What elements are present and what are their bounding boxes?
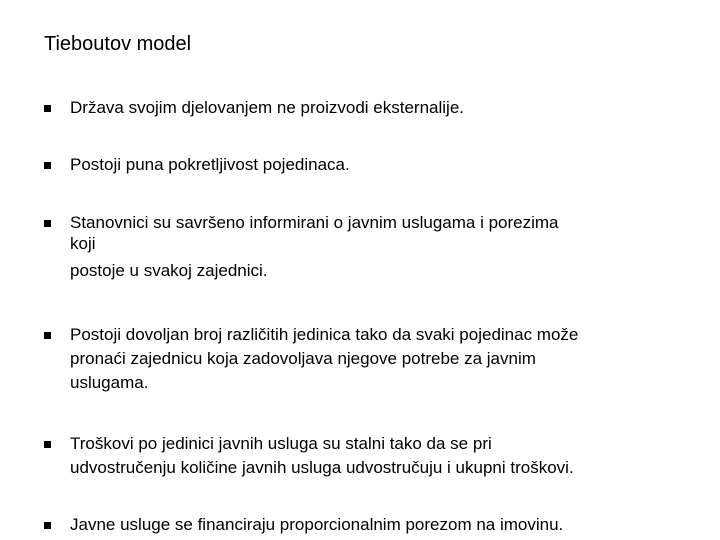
bullet-item bbox=[44, 153, 684, 177]
bullet-line: udvostručenju količine javnih usluga udvostručuju i ukupni troškovi. bbox=[70, 458, 574, 477]
square-bullet-icon bbox=[44, 441, 51, 448]
bullet-text bbox=[70, 153, 684, 177]
bullet-line: uslugama. bbox=[70, 373, 149, 392]
square-bullet-icon bbox=[44, 105, 51, 112]
bullet-item bbox=[44, 432, 684, 480]
bullet-line: Postoji puna pokretljivost pojedinaca. bbox=[70, 155, 350, 174]
bullet-item bbox=[44, 323, 684, 395]
bullet-item bbox=[44, 513, 684, 537]
square-bullet-icon bbox=[44, 522, 51, 529]
bullet-line: Javne usluge se financiraju proporcionalnim porezom na imovinu. bbox=[70, 515, 564, 534]
bullet-line: Država svojim djelovanjem ne proizvodi eksternalije. bbox=[70, 98, 465, 117]
square-bullet-icon bbox=[44, 332, 51, 339]
bullet-line: postoje u svakoj zajednici. bbox=[70, 261, 268, 280]
slide-title: Tieboutov model bbox=[44, 33, 192, 55]
bullet-text bbox=[70, 513, 684, 537]
square-bullet-icon bbox=[44, 162, 51, 169]
bullet-line: koji bbox=[70, 234, 96, 253]
bullet-text bbox=[70, 432, 684, 480]
bullet-text bbox=[70, 323, 684, 395]
bullet-text bbox=[70, 96, 684, 120]
bullet-text bbox=[70, 211, 684, 283]
bullet-item bbox=[44, 96, 684, 120]
bullet-line: pronaći zajednicu koja zadovoljava njegove potrebe za javnim bbox=[70, 349, 536, 368]
bullet-line: Stanovnici su savršeno informirani o javnim uslugama i porezima bbox=[70, 213, 559, 232]
bullet-item bbox=[44, 211, 684, 283]
bullet-line: Postoji dovoljan broj različitih jedinica tako da svaki pojedinac može bbox=[70, 325, 579, 344]
square-bullet-icon bbox=[44, 220, 51, 227]
bullet-line: Troškovi po jedinici javnih usluga su stalni tako da se pri bbox=[70, 434, 492, 453]
